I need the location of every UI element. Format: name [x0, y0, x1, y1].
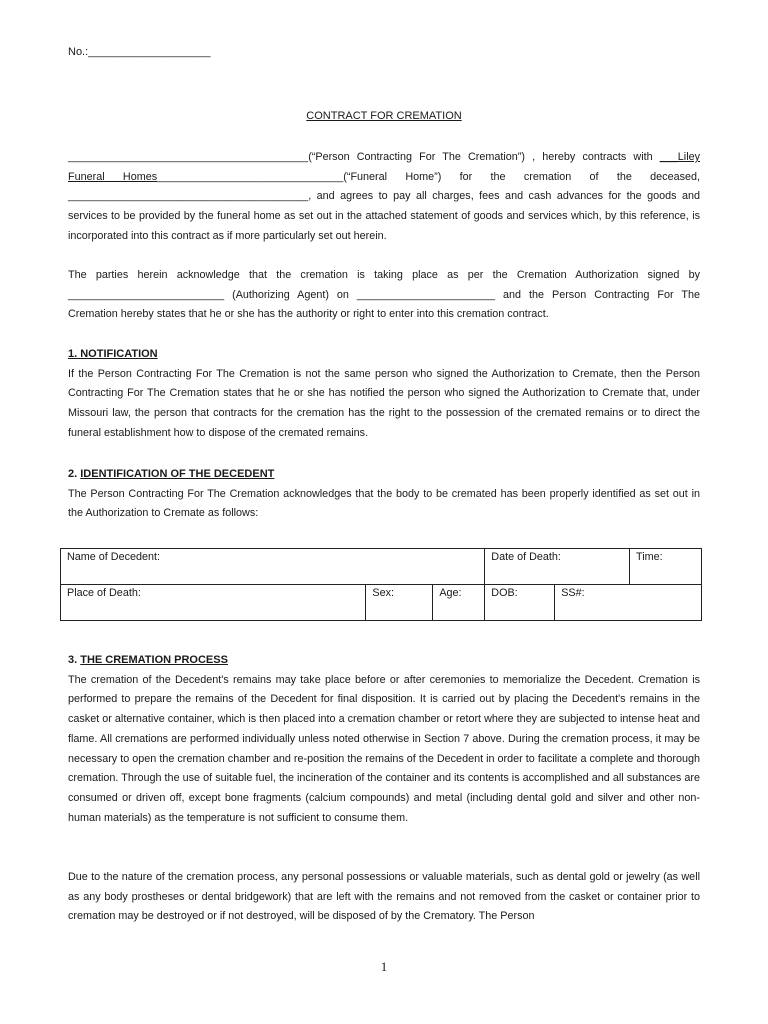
section-cremation-process — [68, 651, 700, 828]
name-of-decedent-field[interactable]: Name of Decedent: — [61, 549, 485, 585]
section-notification — [68, 345, 700, 444]
page-number: 1 — [380, 959, 388, 974]
intro-paragraph-2 — [68, 266, 700, 325]
sex-field[interactable]: Sex: — [366, 585, 433, 621]
document-title: CONTRACT FOR CREMATION — [306, 110, 462, 122]
table-row — [61, 585, 702, 621]
section-identification — [68, 465, 700, 524]
section-2-heading: IDENTIFICATION OF THE DECEDENT — [80, 468, 275, 480]
intro-line-1: ________________________________________(“Person Contracting For The Cremation”) , hereby contracts with — [68, 151, 653, 163]
section-1-heading: 1. NOTIFICATION — [68, 348, 158, 360]
authorization-paragraph: The parties herein acknowledge that the cremation is taking place as per the Cremation Authorization signed by __________________________ (Authorizing Agent) on _______________________ and the Person Contracting For The Cremation hereby states that he or she has the authority or right to enter into this cremation contract. — [68, 269, 700, 321]
table-row — [61, 549, 702, 585]
age-field[interactable]: Age: — [433, 585, 485, 621]
intro-line-2: _______________________________(“Funeral Home”) for the cremation of the deceased, — [157, 170, 700, 183]
section-3-continued — [68, 868, 700, 927]
funeral-home-name: ___Liley Funeral Homes — [68, 151, 701, 183]
section-2-body: The Person Contracting For The Cremation acknowledges that the body to be cremated has been properly identified as set out in the Authorization to Cremate as follows: — [68, 487, 700, 520]
section-3-number: 3. — [68, 654, 81, 666]
document-number: No.:____________________ — [68, 46, 211, 58]
ssn-field[interactable]: SS#: — [555, 585, 702, 621]
section-1-body: If the Person Contracting For The Cremation is not the same person who signed the Authorization to Cremate, then the Person Contracting For The Cremation states that he or she has notified the person who signed the Authorization to Cremate that, under Missouri law, the person that contracts for the cremation has the right to the possession of the cremated remains or to direct the funeral establishment how to dispose of the cremated remains. — [68, 367, 700, 439]
section-3-body-2: Due to the nature of the cremation process, any personal possessions or valuable materials, such as dental gold or jewelry (as well as any body prostheses or dental bridgework) that are left with the remains and not removed from the casket or container prior to cremation may be destroyed or if not destroyed, will be disposed of by the Crematory. The Person — [68, 871, 700, 923]
intro-line-3: ________________________________________, and agrees to pay all charges, fees and cash advances for the goods and services to be provided by the funeral home as set out in the attached statement of goods and services which, by this reference, is incorporated into this contract as if more particularly set out herein. — [68, 190, 700, 242]
section-3-heading: THE CREMATION PROCESS — [80, 654, 228, 666]
dob-field[interactable]: DOB: — [485, 585, 555, 621]
time-field[interactable]: Time: — [630, 549, 702, 585]
date-of-death-field[interactable]: Date of Death: — [485, 549, 630, 585]
decedent-table — [60, 548, 702, 621]
section-2-number: 2. — [68, 468, 81, 480]
place-of-death-field[interactable]: Place of Death: — [61, 585, 366, 621]
intro-paragraph-1 — [68, 148, 700, 247]
section-3-body: The cremation of the Decedent's remains may take place before or after ceremonies to memorialize the Decedent. Cremation is performed to prepare the remains of the Decedent for final disposition. It is carried out by placing the Decedent's remains in the casket or alternative container, which is then placed into a cremation chamber or retort where they are subjected to intense heat and flame. All cremations are performed individually unless noted otherwise in Section 7 above. During the cremation process, it may be necessary to open the cremation chamber and re-position the remains of the Decedent in order to facilitate a complete and thorough cremation. Through the use of suitable fuel, the incineration of the container and its contents is accomplished and all substances are consumed or driven off, except bone fragments (calcium compounds) and metal (including dental gold and silver and other non-human materials) as the temperature is not sufficient to consume them. — [68, 673, 700, 824]
